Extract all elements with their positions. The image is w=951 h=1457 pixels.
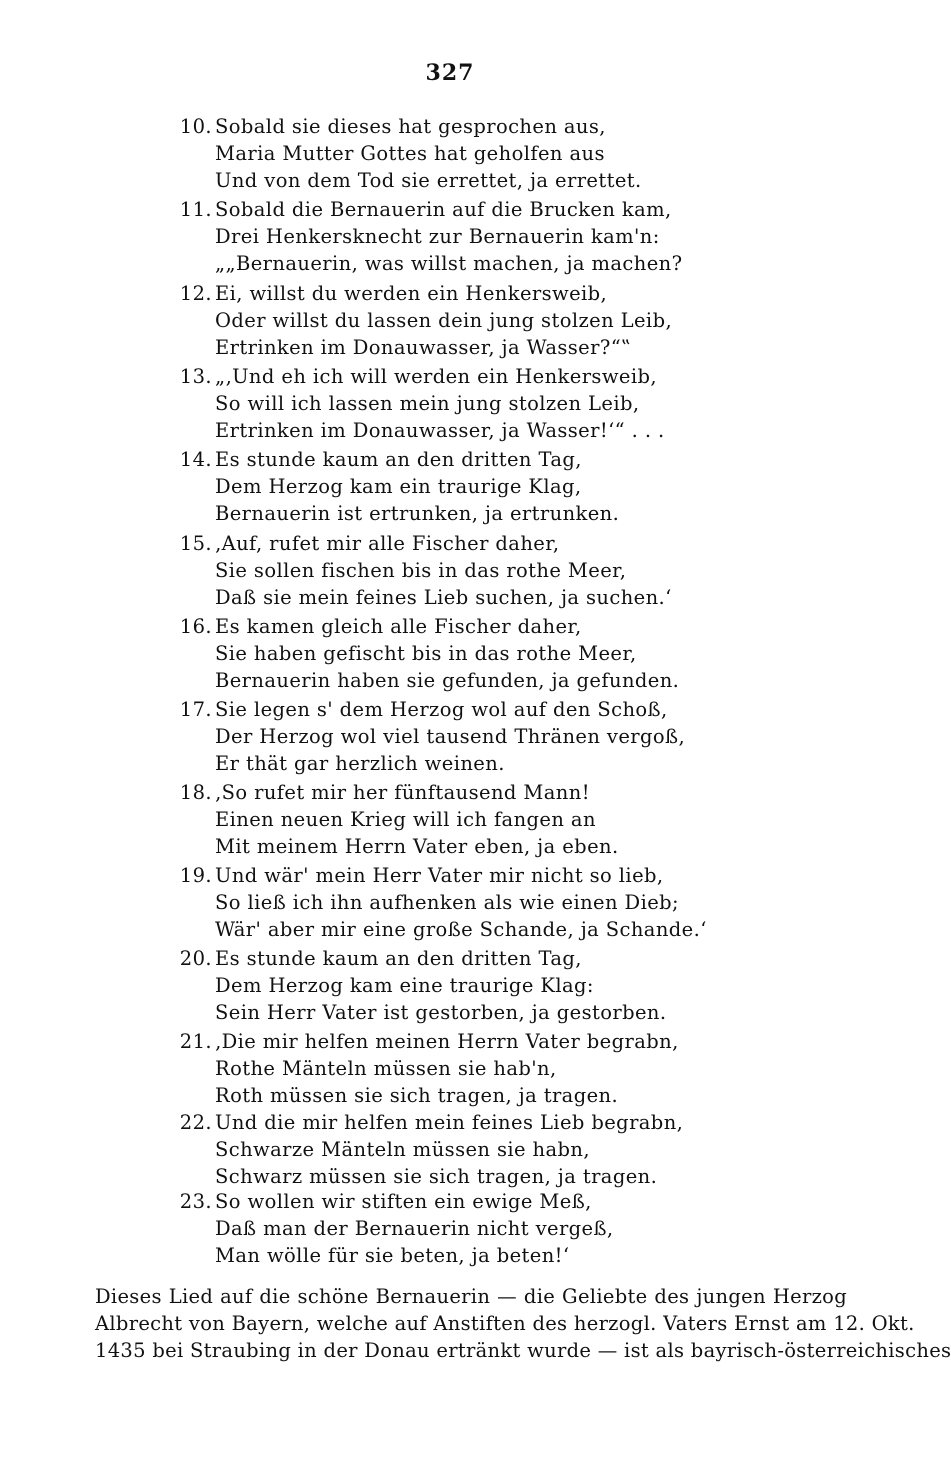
verse-line: Roth müssen sie sich tragen, ja tragen. [215, 1084, 619, 1107]
verse-text: Es stunde kaum an den dritten Tag, [215, 448, 582, 471]
verse-line: So will ich lassen mein jung stolzen Leib, [215, 392, 640, 415]
stanza-18 [172, 779, 692, 860]
stanza-number: 19. [179, 864, 212, 887]
stanza-number: 20. [179, 947, 212, 970]
verse-line: Bernauerin ist ertrunken, ja ertrunken. [215, 502, 620, 525]
verse-line: Ertrinken im Donauwasser, ja Wasser?“‟ [215, 336, 632, 359]
verse-line [172, 1188, 692, 1215]
commentary-line: Dieses Lied auf die schöne Bernauerin — die Geliebte des jungen Herzog [95, 1285, 847, 1308]
stanza-number: 17. [179, 698, 212, 721]
verse-line: Der Herzog wol viel tausend Thränen vergoß, [215, 725, 686, 748]
stanza-13 [172, 363, 692, 444]
verse-line: So ließ ich ihn aufhenken als wie einen Dieb; [215, 891, 680, 914]
verse-line [172, 1028, 692, 1055]
verse-line [172, 196, 692, 223]
stanza-number: 11. [179, 198, 212, 221]
commentary-line: Albrecht von Bayern, welche auf Anstiften des herzogl. Vaters Ernst am 12. Okt. [95, 1312, 915, 1335]
verse-text: Und die mir helfen mein feines Lieb begrabn, [215, 1111, 684, 1134]
verse-line: Daß man der Bernauerin nicht vergeß, [215, 1217, 614, 1240]
verse-line [172, 613, 692, 640]
verse-line: Daß sie mein feines Lieb suchen, ja suchen.‘ [215, 586, 672, 609]
commentary-paragraph [95, 1283, 951, 1364]
verse-line: Oder willst du lassen dein jung stolzen Leib, [215, 309, 673, 332]
stanza-20 [172, 945, 692, 1026]
verse-line: Drei Henkersknecht zur Bernauerin kam'n: [215, 225, 660, 248]
verse-line: Einen neuen Krieg will ich fangen an [215, 808, 596, 831]
verse-text: „‚Und eh ich will werden ein Henkersweib, [215, 365, 657, 388]
verse-line: Man wölle für sie beten, ja beten!‘ [215, 1244, 570, 1267]
verse-text: Und wär' mein Herr Vater mir nicht so lieb, [215, 864, 664, 887]
stanza-10 [172, 113, 692, 194]
verse-text: Es kamen gleich alle Fischer daher, [215, 615, 582, 638]
verse-line [172, 363, 692, 390]
verse-text: Sobald sie dieses hat gesprochen aus, [215, 115, 606, 138]
stanza-17 [172, 696, 692, 777]
verse-line: Schwarz müssen sie sich tragen, ja tragen. [215, 1165, 658, 1188]
verse-line: Dem Herzog kam eine traurige Klag: [215, 974, 594, 997]
verse-line [172, 779, 692, 806]
stanza-number: 21. [179, 1030, 212, 1053]
stanza-number: 22. [179, 1111, 212, 1134]
verse-line: Und von dem Tod sie errettet, ja errettet. [215, 169, 642, 192]
verse-text: Sie legen s' dem Herzog wol auf den Schoß, [215, 698, 668, 721]
verse-text: Ei, willst du werden ein Henkersweib, [215, 282, 608, 305]
verse-line: Ertrinken im Donauwasser, ja Wasser!‘“ . . . [215, 419, 665, 442]
verse-line: Sein Herr Vater ist gestorben, ja gestorben. [215, 1001, 667, 1024]
stanza-number: 18. [179, 781, 212, 804]
verse-line: Er thät gar herzlich weinen. [215, 752, 505, 775]
stanza-19 [172, 862, 707, 943]
verse-line: Rothe Mänteln müssen sie hab'n, [215, 1057, 557, 1080]
stanza-number: 16. [179, 615, 212, 638]
stanza-16 [172, 613, 692, 694]
verse-line: „„Bernauerin, was willst machen, ja machen? [215, 252, 683, 275]
verse-line [172, 530, 692, 557]
stanza-11 [172, 196, 692, 277]
stanza-number: 14. [179, 448, 212, 471]
verse-line [172, 113, 692, 140]
verse-text: ‚Auf, rufet mir alle Fischer daher, [215, 532, 560, 555]
verse-line: Maria Mutter Gottes hat geholfen aus [215, 142, 605, 165]
verse-line: Sie sollen fischen bis in das rothe Meer, [215, 559, 627, 582]
verse-line: Schwarze Mänteln müssen sie habn, [215, 1138, 590, 1161]
stanza-number: 10. [179, 115, 212, 138]
verse-line: Wär' aber mir eine große Schande, ja Schande.‘ [215, 918, 707, 941]
verse-text: ‚Die mir helfen meinen Herrn Vater begrabn, [215, 1030, 679, 1053]
verse-text: Sobald die Bernauerin auf die Brucken kam, [215, 198, 672, 221]
stanza-number: 23. [179, 1190, 212, 1213]
verse-line: Mit meinem Herrn Vater eben, ja eben. [215, 835, 619, 858]
stanza-22 [172, 1109, 692, 1190]
verse-line: Sie haben gefischt bis in das rothe Meer, [215, 642, 637, 665]
verse-line: Dem Herzog kam ein traurige Klag, [215, 475, 582, 498]
stanza-12 [172, 280, 692, 361]
stanza-number: 12. [179, 282, 212, 305]
commentary-line: 1435 bei Straubing in der Donau ertränkt wurde — ist als bayrisch-österreichisches [95, 1339, 951, 1362]
page-number: 327 [425, 60, 475, 86]
verse-text: So wollen wir stiften ein ewige Meß, [215, 1190, 592, 1213]
verse-text: ‚So rufet mir her fünftausend Mann! [215, 781, 590, 804]
verse-line [172, 280, 692, 307]
stanza-14 [172, 446, 692, 527]
stanza-number: 13. [179, 365, 212, 388]
verse-line [172, 1109, 692, 1136]
verse-line [172, 945, 692, 972]
stanza-23 [172, 1188, 692, 1269]
stanza-15 [172, 530, 692, 611]
verse-text: Es stunde kaum an den dritten Tag, [215, 947, 582, 970]
verse-line [172, 862, 692, 889]
stanza-number: 15. [179, 532, 212, 555]
verse-line [172, 696, 692, 723]
verse-line [172, 446, 692, 473]
stanza-21 [172, 1028, 692, 1109]
verse-line: Bernauerin haben sie gefunden, ja gefunden. [215, 669, 680, 692]
